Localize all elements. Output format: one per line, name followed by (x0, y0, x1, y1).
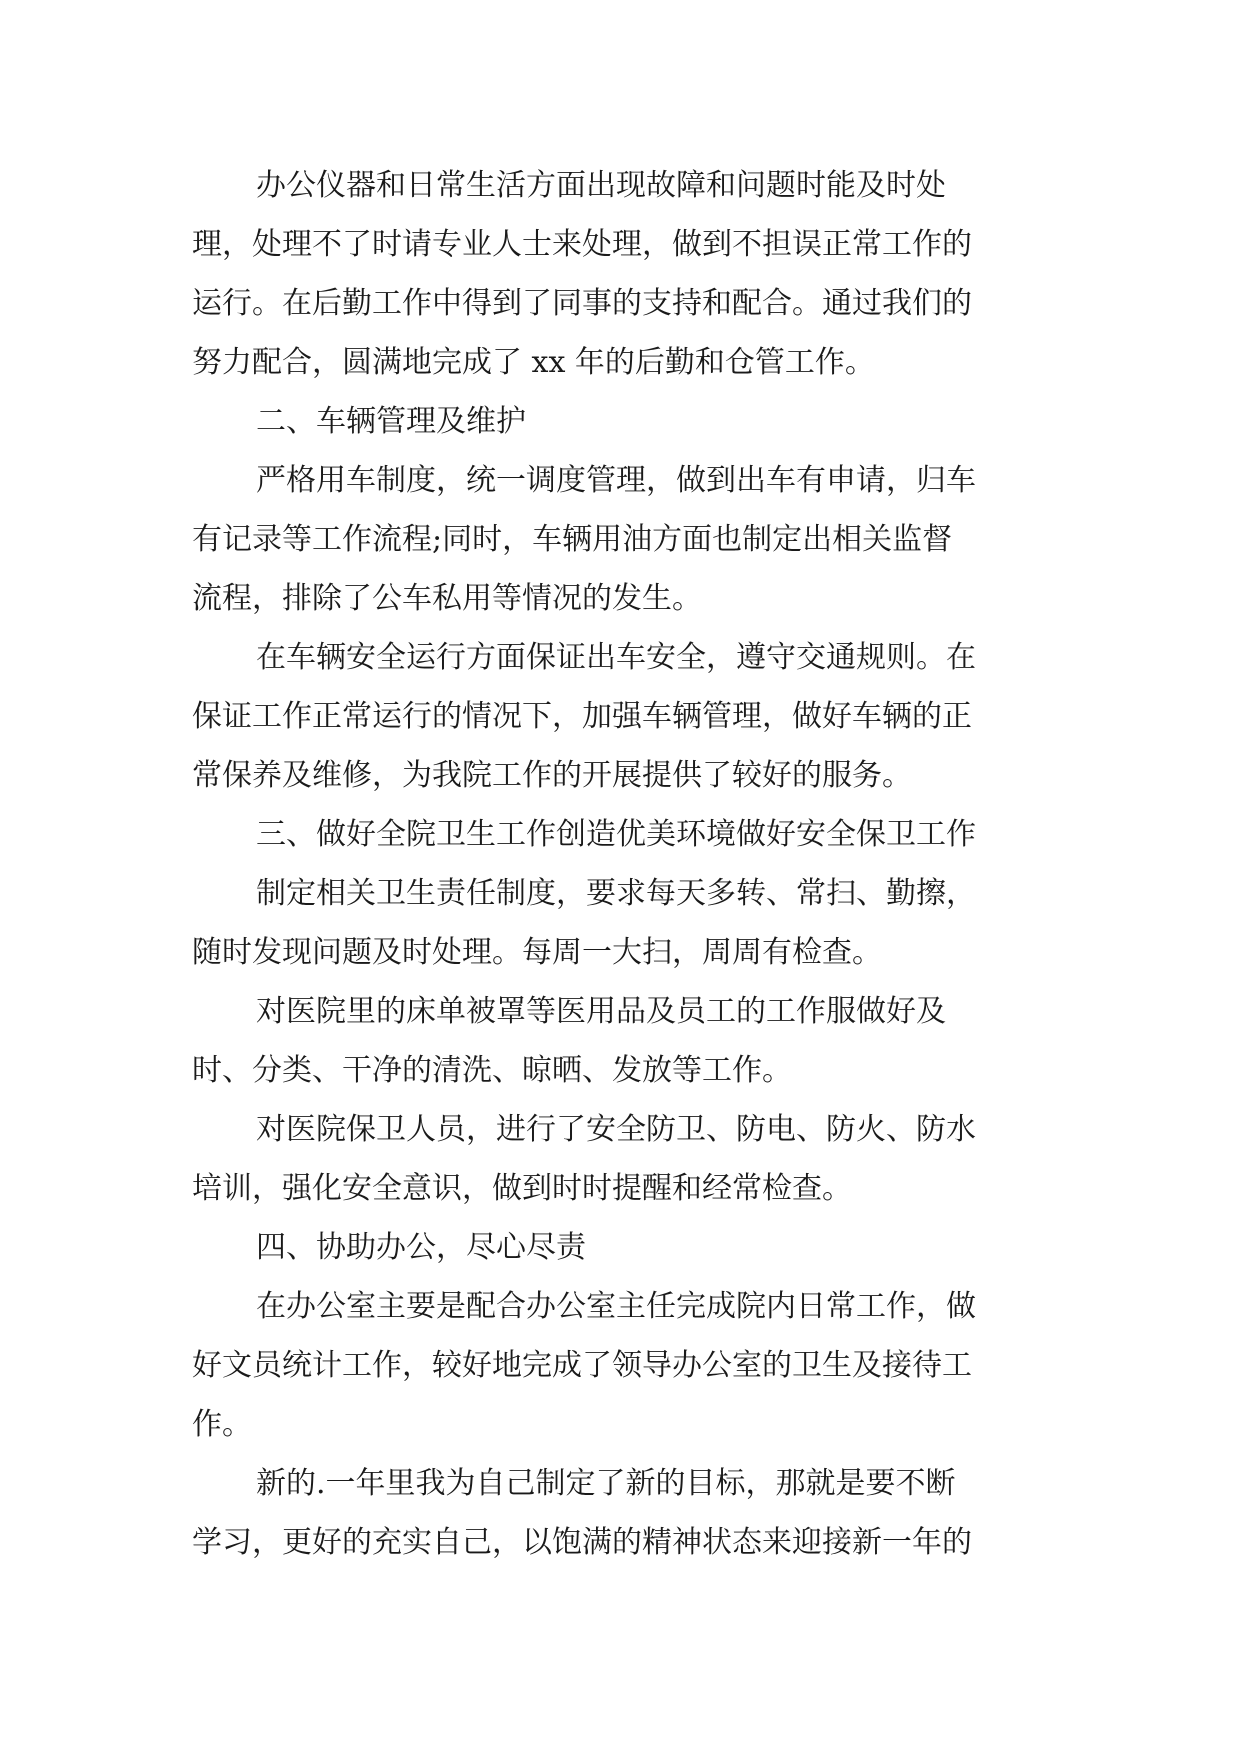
paragraph-line: 常保养及维修，为我院工作的开展提供了较好的服务。 (192, 758, 912, 793)
paragraph-line: 培训，强化安全意识，做到时时提醒和经常检查。 (192, 1171, 852, 1206)
paragraph-line: 在办公室主要是配合办公室主任完成院内日常工作，做 (256, 1289, 976, 1324)
paragraph-line: 运行。在后勤工作中得到了同事的支持和配合。通过我们的 (192, 286, 972, 321)
paragraph-line: 新的.一年里我为自己制定了新的目标，那就是要不断 (256, 1466, 956, 1501)
paragraph-line: 对医院里的床单被罩等医用品及员工的工作服做好及 (256, 994, 946, 1029)
paragraph-line: 流程，排除了公车私用等情况的发生。 (192, 581, 702, 616)
paragraph-line: 有记录等工作流程;同时，车辆用油方面也制定出相关监督 (192, 522, 953, 557)
paragraph-line: 办公仪器和日常生活方面出现故障和问题时能及时处 (256, 168, 946, 203)
paragraph-line: 严格用车制度，统一调度管理，做到出车有申请，归车 (256, 463, 976, 498)
paragraph-line: 随时发现问题及时处理。每周一大扫，周周有检查。 (192, 935, 882, 970)
section-heading: 二、车辆管理及维护 (256, 404, 526, 439)
section-heading: 三、做好全院卫生工作创造优美环境做好安全保卫工作 (256, 817, 976, 852)
section-heading: 四、协助办公，尽心尽责 (256, 1230, 586, 1265)
paragraph-line: 对医院保卫人员，进行了安全防卫、防电、防火、防水 (256, 1112, 976, 1147)
paragraph-line: 努力配合，圆满地完成了 xx 年的后勤和仓管工作。 (192, 345, 875, 380)
paragraph-line: 好文员统计工作，较好地完成了领导办公室的卫生及接待工 (192, 1348, 972, 1383)
paragraph-line: 在车辆安全运行方面保证出车安全，遵守交通规则。在 (256, 640, 976, 675)
paragraph-line: 理，处理不了时请专业人士来处理，做到不担误正常工作的 (192, 227, 972, 262)
paragraph-line: 制定相关卫生责任制度，要求每天多转、常扫、勤擦， (256, 876, 976, 911)
paragraph-line: 学习，更好的充实自己，以饱满的精神状态来迎接新一年的 (192, 1525, 972, 1560)
paragraph-line: 作。 (192, 1407, 252, 1442)
paragraph-line: 时、分类、干净的清洗、晾晒、发放等工作。 (192, 1053, 792, 1088)
paragraph-line: 保证工作正常运行的情况下，加强车辆管理，做好车辆的正 (192, 699, 972, 734)
